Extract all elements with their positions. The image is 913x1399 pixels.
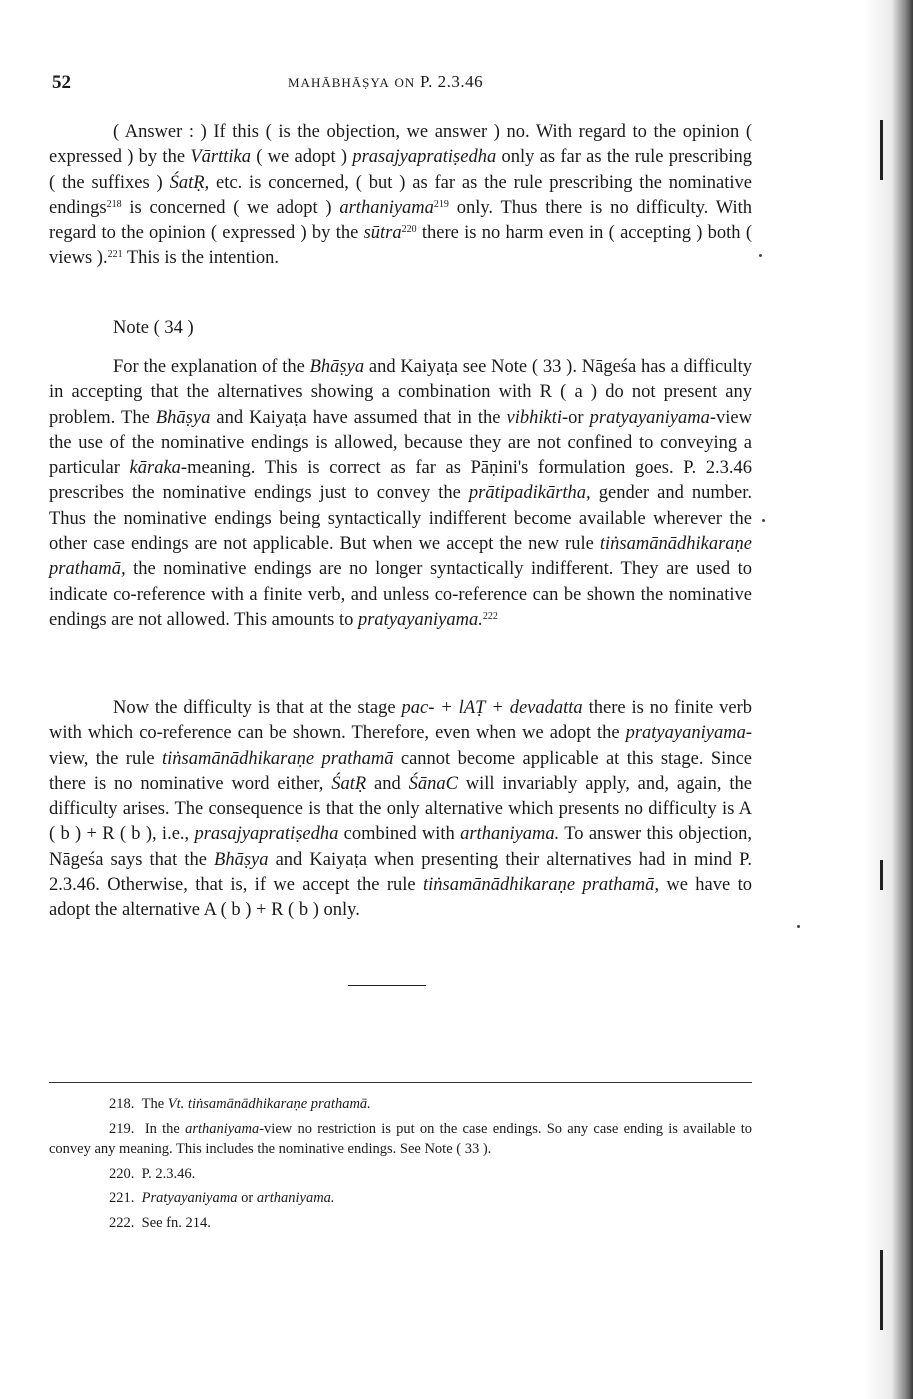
section-separator [348,985,426,986]
footnote-219: 219. In the arthaniyama-view no restriction is put on the case endings. So any case ending is available to convey any meaning. This includes the nominative endings. See Note ( 33 ). [49,1120,753,1157]
scanned-page-edge [865,0,913,1399]
scan-speck [759,254,762,257]
footnote-ref-220[interactable]: 220 [401,224,417,236]
footnote-221: 221. Pratyayaniyama or arthaniyama. [109,1190,335,1206]
footnote-ref-221[interactable]: 221 [107,249,123,261]
page-header [52,72,752,98]
footnote-ref-222[interactable]: 222 [482,610,498,622]
paragraph-note-34: For the explanation of the Bhāṣya and Kaiyaṭa see Note ( 33 ). Nāgeśa has a difficulty in accepting that the alternatives showing a combination with R ( a ) do not present any problem. The Bhāṣya and Kaiyaṭa have assumed that in the vibhikti-or pratyayaniyama-view the use of the nominative endings is allowed, because they are not confined to conveying a particular kāraka-meaning. This is correct as far as Pāṇini's formulation goes. P. 2.3.46 prescribes the nominative endings just to convey the prātipadikārtha, gender and number. Thus the nominative endings being syntactically indifferent become available wherever the other case endings are not applicable. But when we accept the new rule tiṅsamānādhikaraṇe prathamā, the nominative endings are no longer syntactically indifferent. They are used to indicate co-reference with a finite verb, and unless co-reference can be shown the nominative endings are not allowed. This amounts to pratyayaniyama.$^{222}$ [49,357,752,630]
edge-mark [880,1250,883,1330]
footnote-220: 220. P. 2.3.46. [109,1165,196,1182]
footnote-222: 222. See fn. 214. [109,1214,211,1231]
paragraph-difficulty: Now the difficulty is that at the stage pac- + lAṬ + devadatta there is no finite verb with which co-reference can be shown. Therefore, even when we adopt the pratyayaniyama-view, the rule tiṅsamānādhikaraṇe prathamā cannot become applicable at this stage. Since there is no nominative word either, ŚatṚ and ŚānaC will invariably apply, and, again, the difficulty arises. The consequence is that the only alternative which presents no difficulty is A ( b ) + R ( b ), i.e., prasajyapratiṣedha combined with arthaniyama. To answer this objection, Nāgeśa says that the Bhāṣya and Kaiyaṭa when presenting their alternatives had in mind P. 2.3.46. Otherwise, that is, if we accept the rule tiṅsamānādhikaraṇe prathamā, we have to adopt the alternative A ( b ) + R ( b ) only. [49,698,753,921]
edge-mark [880,120,883,180]
footnote-ref-218[interactable]: 218 [106,198,122,210]
footnote-218: 218. The Vt. tiṅsamānādhikaraṇe prathamā. [109,1096,371,1112]
scan-speck [762,519,765,522]
scan-speck [797,925,800,928]
page-number: 52 [52,72,71,93]
edge-mark [880,860,883,890]
footnote-rule [49,1082,752,1083]
note-heading: Note ( 34 ) [113,318,194,338]
running-title: MAHĀBHĀṢYA ON P. 2.3.46 [288,72,484,91]
footnote-ref-219[interactable]: 219 [433,198,449,210]
paragraph-answer: ( Answer : ) If this ( is the objection, we answer ) no. With regard to the opinion ( expressed ) by the Vārttika ( we adopt ) prasajyapratiṣedha only as far as the rule prescribing ( the suffixes ) ŚatṚ, etc. is concerned, ( but ) as far as the rule prescribing the nominative endings$^{218}$ is concerned ( we adopt ) arthaniyama$^{219}$ only. Thus there is no difficulty. With regard to the opinion ( expressed ) by the sūtra$^{220}$ there is no harm even in ( accepting ) both ( views ).$^{221}$ This is the intention. [49,122,753,269]
footnotes [49,1094,752,1237]
